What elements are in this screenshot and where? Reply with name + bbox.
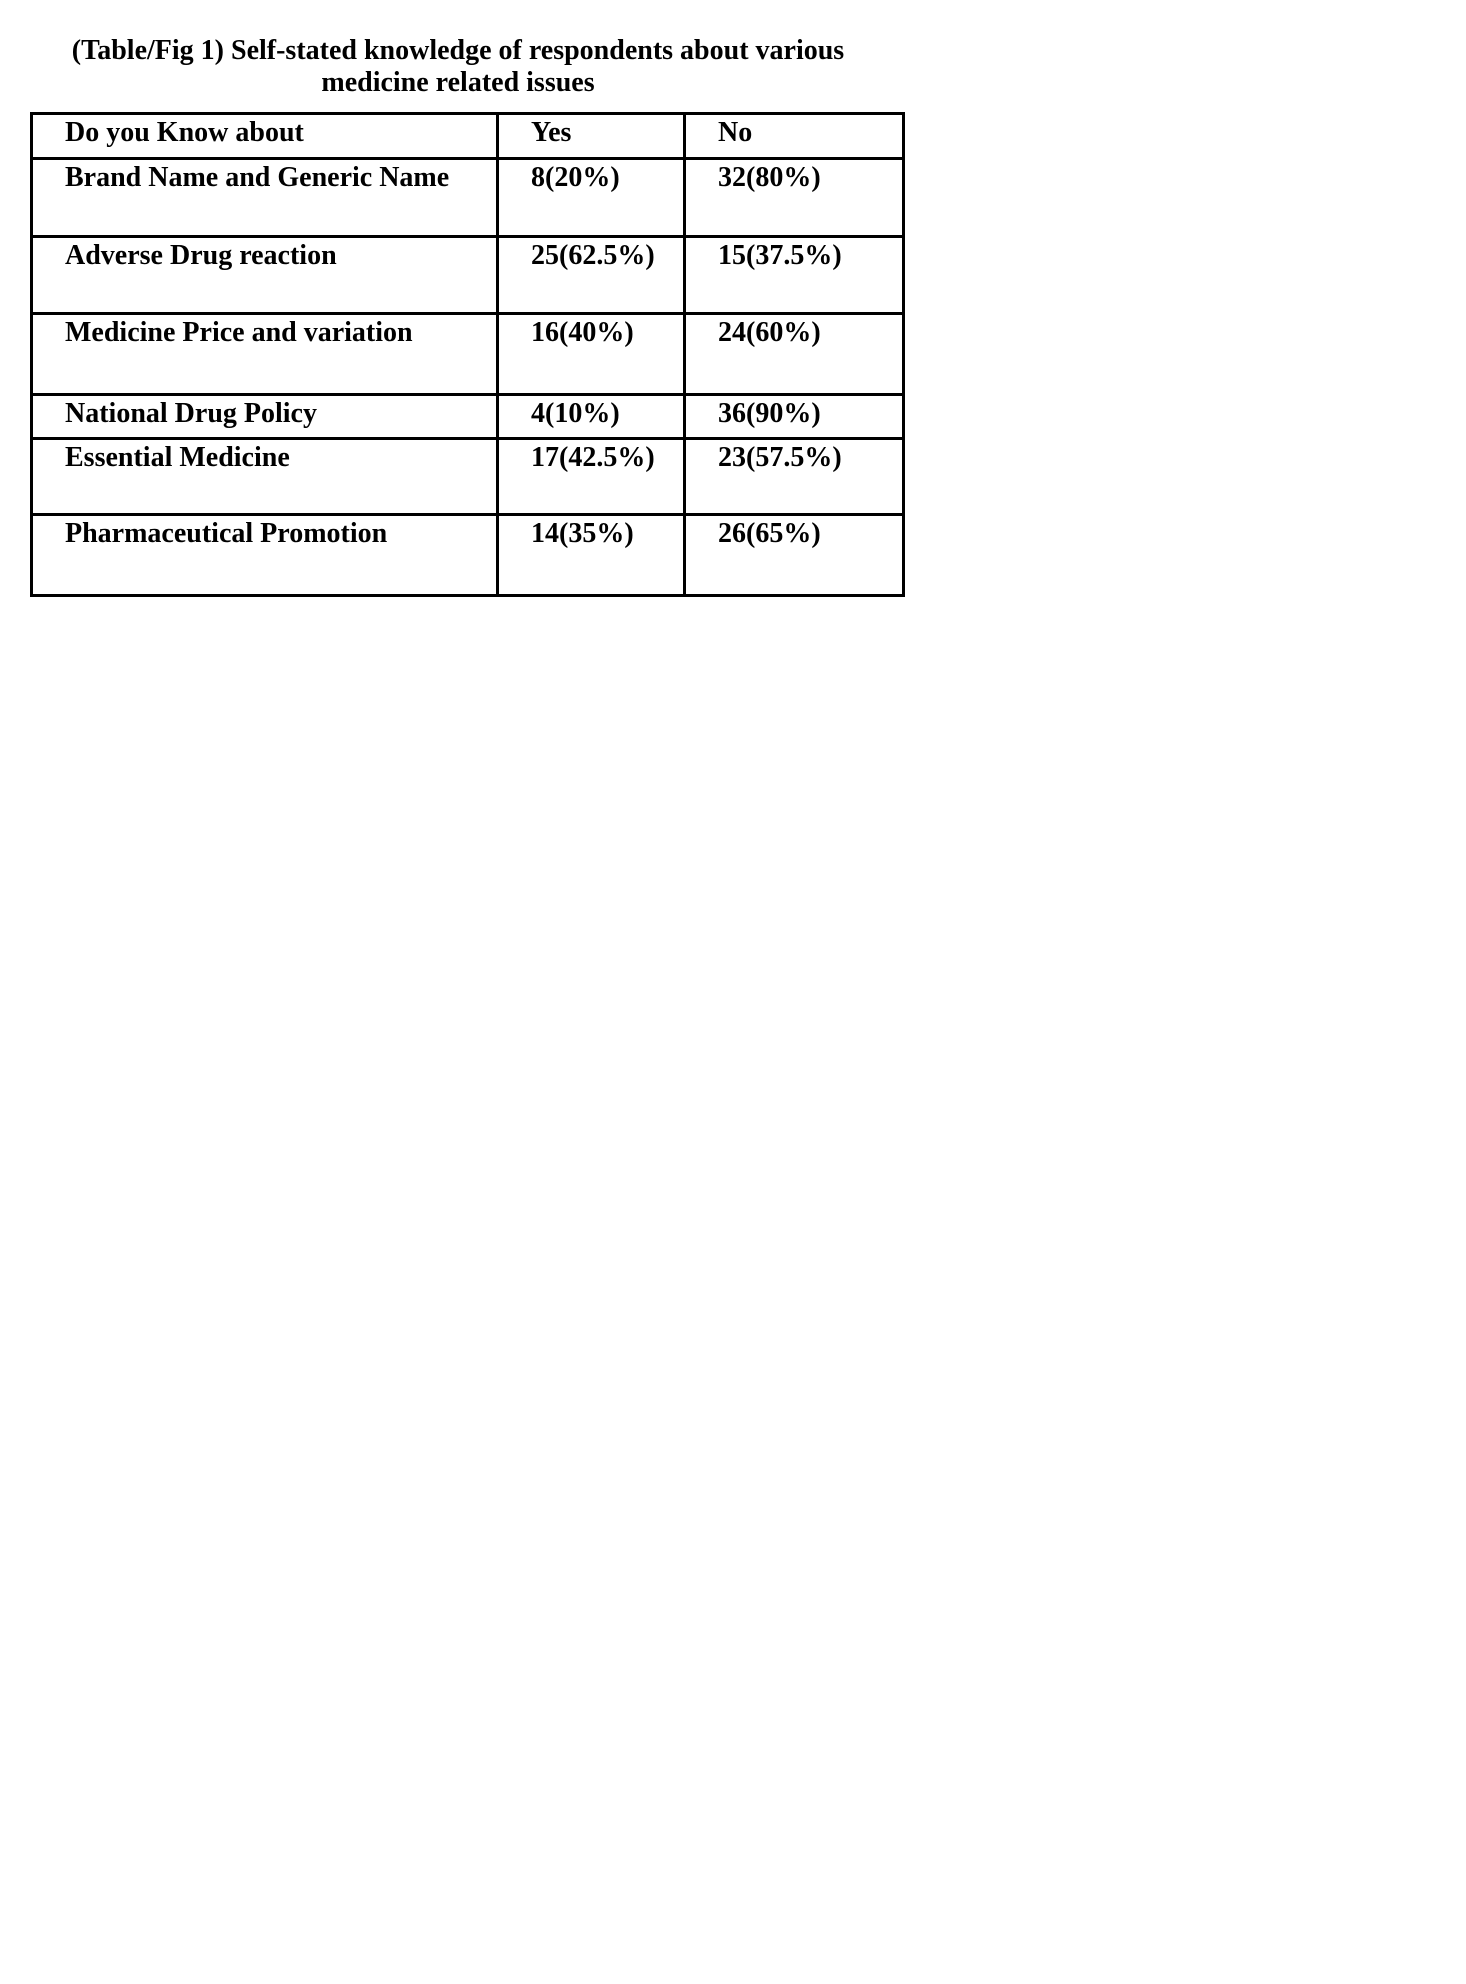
header-yes: Yes xyxy=(498,114,685,159)
yes-value-cell: 25(62.5%) xyxy=(498,237,685,314)
row-label-cell: Brand Name and Generic Name xyxy=(32,159,498,237)
yes-value-cell: 8(20%) xyxy=(498,159,685,237)
table-header-row xyxy=(32,114,904,159)
no-value-cell: 26(65%) xyxy=(685,515,904,596)
knowledge-table xyxy=(30,112,905,597)
table-title xyxy=(30,35,886,99)
no-value-cell: 32(80%) xyxy=(685,159,904,237)
header-question: Do you Know about xyxy=(32,114,498,159)
row-label-cell: Essential Medicine xyxy=(32,439,498,515)
row-label-cell: National Drug Policy xyxy=(32,395,498,439)
figure-container xyxy=(30,35,902,597)
header-no: No xyxy=(685,114,904,159)
yes-value-cell: 4(10%) xyxy=(498,395,685,439)
yes-value-cell: 17(42.5%) xyxy=(498,439,685,515)
table-row xyxy=(32,395,904,439)
row-label-cell: Adverse Drug reaction xyxy=(32,237,498,314)
table-title-line2: medicine related issues xyxy=(321,67,595,98)
yes-value-cell: 16(40%) xyxy=(498,314,685,395)
no-value-cell: 24(60%) xyxy=(685,314,904,395)
row-label-cell: Medicine Price and variation xyxy=(32,314,498,395)
table-row xyxy=(32,159,904,237)
table-row xyxy=(32,314,904,395)
table-title-line1: (Table/Fig 1) Self-stated knowledge of respondents about various xyxy=(71,35,845,66)
no-value-cell: 36(90%) xyxy=(685,395,904,439)
yes-value-cell: 14(35%) xyxy=(498,515,685,596)
table-row xyxy=(32,439,904,515)
table-row xyxy=(32,237,904,314)
row-label-cell: Pharmaceutical Promotion xyxy=(32,515,498,596)
no-value-cell: 15(37.5%) xyxy=(685,237,904,314)
no-value-cell: 23(57.5%) xyxy=(685,439,904,515)
table-row xyxy=(32,515,904,596)
